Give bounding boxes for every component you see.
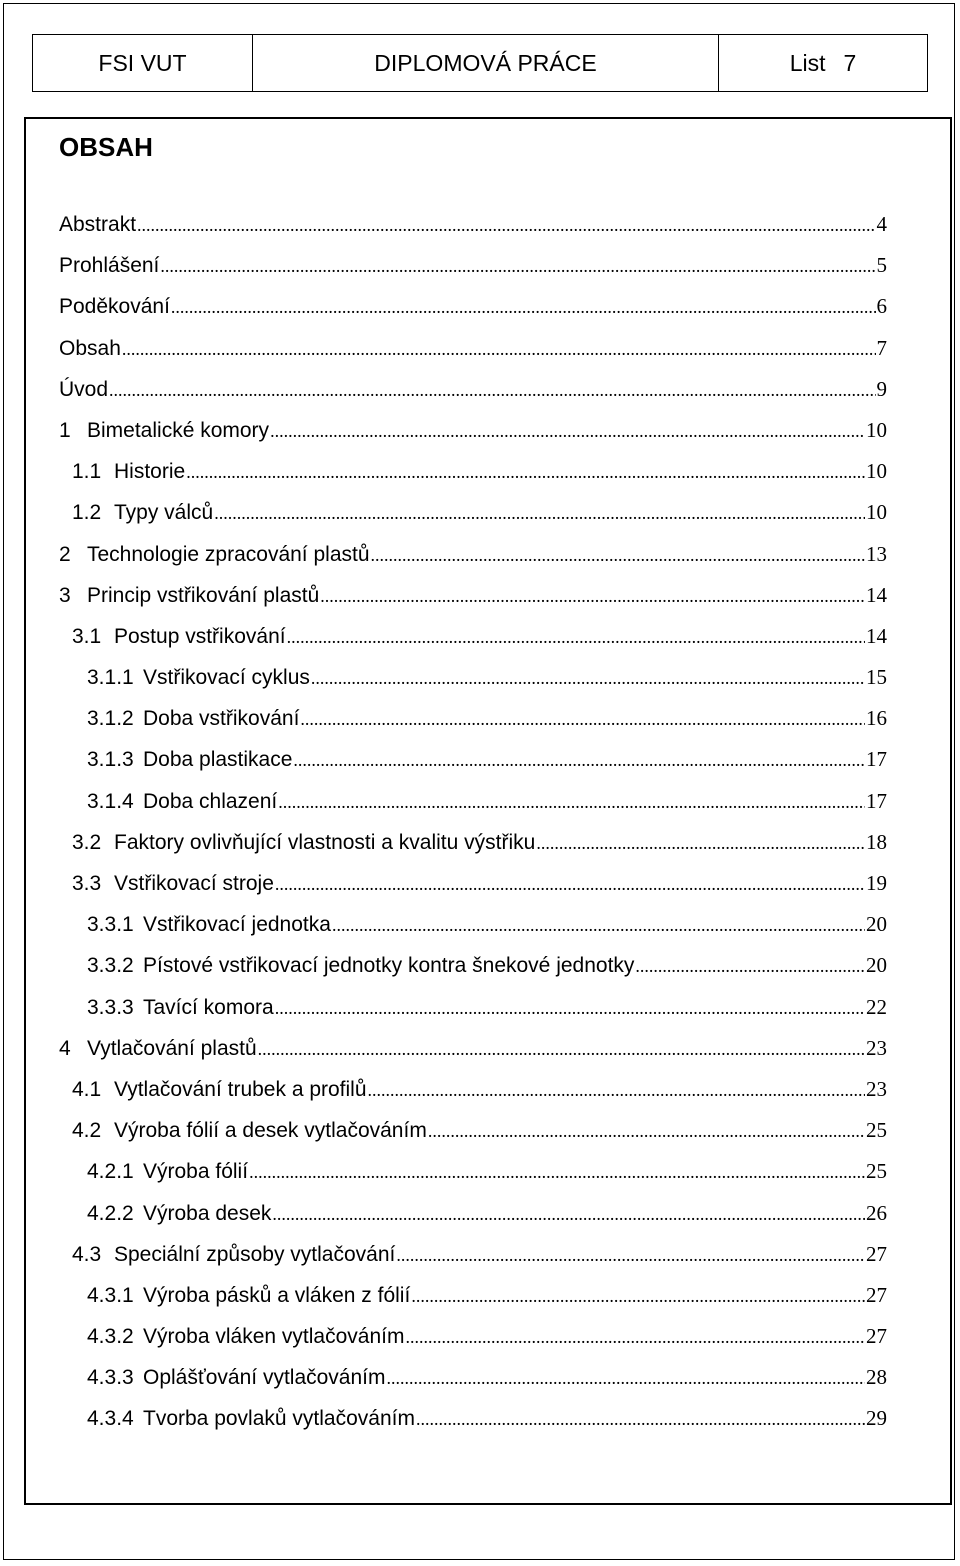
toc-entry-number: 4.3.3: [87, 1366, 134, 1390]
toc-entry[interactable]: [59, 500, 887, 541]
toc-entry-title: Speciální způsoby vytlačování: [114, 1242, 396, 1266]
toc-entry-number: 4.1: [72, 1077, 102, 1101]
toc-entry[interactable]: [59, 336, 887, 377]
toc-entry-title: Doba vstřikování: [143, 707, 300, 731]
toc-entry-title: Doba chlazení: [143, 789, 278, 813]
toc-entry-title: Abstrakt: [59, 213, 137, 236]
toc-entry-page: 14: [866, 582, 887, 607]
toc-entry-title: Výroba fólií a desek vytlačováním: [114, 1119, 427, 1143]
toc-entry[interactable]: [59, 1324, 887, 1365]
page-header: [32, 34, 928, 92]
toc-entry-page: 10: [866, 459, 887, 484]
toc-entry-page: 17: [866, 747, 887, 772]
toc-entry-leader: [371, 545, 865, 566]
page-title: OBSAH: [59, 132, 153, 162]
toc-entry-number: 3.3.2: [87, 954, 134, 978]
toc-entry-leader: [137, 215, 875, 236]
toc-entry-page: 10: [866, 500, 887, 525]
toc-entry-leader: [396, 1245, 865, 1266]
toc-entry-title: Technologie zpracování plastů: [87, 542, 370, 566]
header-faculty: [33, 35, 253, 91]
toc-entry-leader: [186, 462, 865, 483]
toc-entry-page: 28: [866, 1365, 887, 1390]
toc-entry[interactable]: [59, 1406, 887, 1447]
toc-entry-page: 4: [876, 212, 887, 236]
toc-entry-number: 3.3.3: [87, 995, 134, 1019]
table-of-contents: [59, 212, 887, 1448]
toc-entry-leader: [293, 750, 865, 771]
toc-entry-leader: [278, 792, 865, 813]
toc-entry-number: 3: [59, 583, 71, 607]
toc-entry-title: Vstřikovací stroje: [114, 872, 274, 895]
toc-entry-page: 25: [866, 1118, 887, 1143]
toc-entry-number: 2: [59, 542, 71, 566]
toc-entry-leader: [405, 1327, 865, 1348]
header-list-number: 7: [843, 49, 857, 76]
header-document-type: [253, 35, 719, 91]
toc-entry-leader: [287, 627, 865, 648]
toc-entry-title: Typy válců: [114, 501, 214, 525]
toc-entry[interactable]: [59, 294, 887, 335]
toc-entry-page: 25: [866, 1159, 887, 1184]
toc-entry-page: 15: [866, 665, 887, 690]
toc-entry-page: 23: [866, 1076, 887, 1101]
toc-entry-title: Princip vstřikování plastů: [87, 583, 320, 607]
toc-entry-number: 4.3: [72, 1242, 102, 1266]
toc-entry-leader: [275, 998, 865, 1019]
toc-entry-leader: [416, 1409, 865, 1430]
toc-entry[interactable]: [59, 747, 887, 788]
toc-entry-number: 3.1.1: [87, 666, 134, 690]
toc-entry[interactable]: [59, 1159, 887, 1200]
toc-entry-title: Tvorba povlaků vytlačováním: [143, 1407, 415, 1431]
toc-entry-title: Vytlačování trubek a profilů: [114, 1077, 367, 1101]
toc-entry-page: 9: [876, 376, 887, 401]
toc-entry-leader: [311, 668, 865, 689]
toc-entry[interactable]: [59, 1201, 887, 1242]
toc-entry-leader: [258, 1039, 865, 1060]
toc-entry-leader: [368, 1080, 865, 1101]
toc-entry-title: Výroba desek: [143, 1201, 272, 1225]
toc-entry-number: 1.1: [72, 460, 102, 484]
toc-entry-number: 3.2: [72, 830, 102, 854]
toc-entry-page: 29: [866, 1406, 887, 1431]
toc-entry[interactable]: [59, 912, 887, 953]
toc-entry-number: 3.3.1: [87, 913, 134, 937]
toc-entry-page: 27: [866, 1241, 887, 1266]
header-page-number: [719, 35, 927, 91]
toc-entry-page: 23: [866, 1035, 887, 1060]
toc-entry-number: 3.1.4: [87, 789, 134, 813]
toc-entry-page: 7: [876, 335, 887, 360]
toc-entry-number: 4: [59, 1036, 71, 1060]
toc-entry[interactable]: [59, 418, 887, 459]
toc-entry-number: 4.3.2: [87, 1325, 134, 1349]
toc-entry-title: Tavící komora: [143, 995, 274, 1019]
toc-entry-page: 18: [866, 829, 887, 854]
toc-entry-leader: [249, 1162, 865, 1183]
toc-entry[interactable]: [59, 212, 887, 253]
header-list-label: List: [789, 49, 826, 76]
toc-entry-title: Postup vstřikování: [114, 624, 286, 648]
toc-entry-leader: [160, 256, 875, 277]
toc-entry-page: 5: [876, 253, 887, 278]
header-document-type-text: DIPLOMOVÁ PRÁCE: [374, 49, 597, 76]
toc-entry-number: 4.2.2: [87, 1201, 134, 1225]
toc-entry-title: Výroba vláken vytlačováním: [143, 1325, 405, 1349]
toc-entry-number: 1.2: [72, 501, 102, 525]
toc-entry[interactable]: [59, 1118, 887, 1159]
toc-entry[interactable]: [59, 789, 887, 830]
toc-entry-title: Úvod: [59, 377, 109, 401]
toc-entry-leader: [320, 586, 865, 607]
toc-entry-leader: [171, 297, 876, 318]
toc-entry[interactable]: [59, 871, 887, 912]
toc-entry-title: Pístové vstřikovací jednotky kontra šnekové jednotky: [143, 954, 635, 978]
toc-entry-leader: [272, 1204, 865, 1225]
toc-entry[interactable]: [59, 830, 887, 871]
toc-entry[interactable]: [59, 1242, 887, 1283]
toc-entry-page: 10: [866, 417, 887, 442]
toc-entry[interactable]: [59, 542, 887, 583]
toc-entry-number: 4.2: [72, 1119, 102, 1143]
toc-entry-leader: [300, 709, 865, 730]
toc-entry-leader: [109, 380, 875, 401]
content-frame: [24, 117, 952, 1505]
toc-entry-page: 16: [866, 706, 887, 731]
toc-entry-title: Obsah: [59, 336, 121, 360]
toc-entry-leader: [275, 874, 865, 895]
toc-entry-leader: [635, 956, 865, 977]
toc-entry[interactable]: [59, 1365, 887, 1406]
toc-entry[interactable]: [59, 706, 887, 747]
toc-entry-title: Vstřikovací cyklus: [143, 666, 310, 690]
toc-entry-title: Doba plastikace: [143, 748, 293, 772]
toc-entry-page: 27: [866, 1282, 887, 1307]
toc-entry-page: 17: [866, 788, 887, 813]
toc-entry[interactable]: [59, 624, 887, 665]
toc-entry[interactable]: [59, 583, 887, 624]
toc-entry[interactable]: [59, 665, 887, 706]
toc-entry-leader: [332, 915, 865, 936]
toc-entry-page: 14: [866, 623, 887, 648]
toc-entry-title: Oplášťování vytlačováním: [143, 1366, 386, 1390]
toc-entry-leader: [214, 503, 865, 524]
toc-entry-page: 6: [876, 294, 887, 319]
toc-entry[interactable]: [59, 953, 887, 994]
toc-entry-page: 26: [866, 1200, 887, 1225]
toc-entry-title: Historie: [114, 460, 186, 484]
toc-entry-leader: [386, 1368, 865, 1389]
toc-entry-page: 19: [866, 871, 887, 895]
toc-entry[interactable]: [59, 1283, 887, 1324]
toc-entry-page: 20: [866, 953, 887, 978]
toc-entry[interactable]: [59, 377, 887, 418]
toc-entry-number: 3.1.3: [87, 748, 134, 772]
toc-entry-title: Výroba pásků a vláken z fólií: [143, 1283, 411, 1307]
toc-entry[interactable]: [59, 1077, 887, 1118]
toc-entry-number: 3.1.2: [87, 707, 134, 731]
toc-entry-page: 22: [866, 994, 887, 1019]
toc-entry-number: 4.3.4: [87, 1407, 134, 1431]
toc-entry-number: 3.1: [72, 624, 102, 648]
header-faculty-text: FSI VUT: [98, 49, 187, 76]
toc-entry-title: Výroba fólií: [143, 1160, 249, 1184]
toc-entry-title: Faktory ovlivňující vlastnosti a kvalitu výstřiku: [114, 830, 536, 854]
toc-entry-leader: [411, 1286, 865, 1307]
toc-entry[interactable]: [59, 253, 887, 294]
toc-entry-title: Prohlášení: [59, 254, 160, 278]
toc-entry-number: 3.3: [72, 872, 102, 895]
toc-entry-leader: [428, 1121, 865, 1142]
toc-entry-leader: [270, 421, 865, 442]
toc-entry-page: 20: [866, 912, 887, 937]
toc-entry-number: 4.3.1: [87, 1283, 134, 1307]
toc-entry-leader: [536, 833, 865, 854]
toc-entry-leader: [122, 339, 876, 360]
toc-entry[interactable]: [59, 995, 887, 1036]
toc-entry-title: Vytlačování plastů: [87, 1036, 257, 1060]
toc-entry-number: 4.2.1: [87, 1160, 134, 1184]
toc-entry-number: 1: [59, 418, 71, 442]
toc-entry[interactable]: [59, 459, 887, 500]
toc-entry[interactable]: [59, 1036, 887, 1077]
toc-entry-title: Vstřikovací jednotka: [143, 913, 331, 937]
toc-entry-title: Poděkování: [59, 295, 170, 319]
toc-entry-page: 13: [866, 541, 887, 566]
toc-entry-page: 27: [866, 1324, 887, 1349]
toc-entry-title: Bimetalické komory: [87, 418, 270, 442]
